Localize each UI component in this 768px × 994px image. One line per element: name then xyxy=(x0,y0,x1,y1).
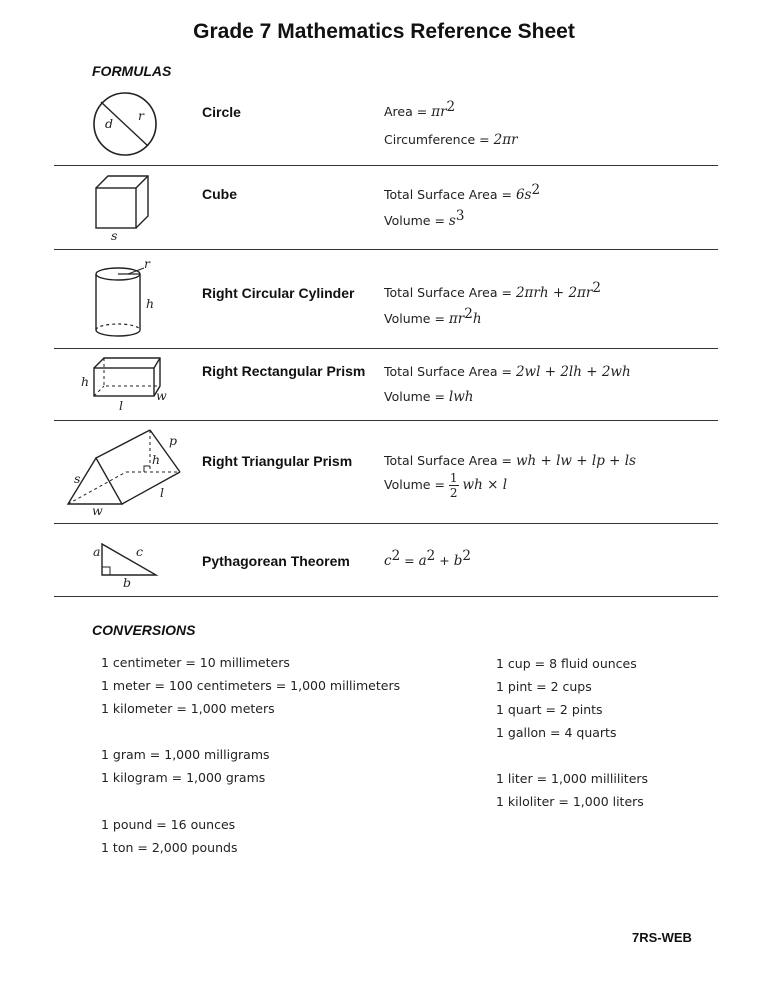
tri-prism-vol-label: Volume = xyxy=(384,477,445,492)
tri-prism-label-p: p xyxy=(169,433,178,448)
cylinder-name: Right Circular Cylinder xyxy=(202,285,355,301)
tri-prism-label-h: h xyxy=(152,452,161,467)
triangle-label-b: b xyxy=(123,575,132,590)
rect-prism-name: Right Rectangular Prism xyxy=(202,363,366,379)
pyth-b: b xyxy=(453,553,463,569)
tri-prism-tsa-label: Total Surface Area = xyxy=(384,453,512,468)
cube-tsa-label: Total Surface Area = xyxy=(384,187,512,202)
rect-prism-tsa-label: Total Surface Area = xyxy=(384,364,512,379)
rect-prism-vol-expr: lwh xyxy=(448,389,474,405)
tri-prism-surface-area-formula xyxy=(384,453,636,469)
cube-tsa-expr: 6s xyxy=(515,187,532,203)
conversion-item: 1 gram = 1,000 milligrams xyxy=(101,747,270,762)
tri-prism-diagram xyxy=(62,426,186,518)
cylinder-tsa-exp: 2 xyxy=(592,279,601,296)
circle-circ-label: Circumference = xyxy=(384,132,490,147)
tri-prism-name: Right Triangular Prism xyxy=(202,453,353,469)
tri-prism-tsa-expr: wh + lw + lp + ls xyxy=(515,453,636,469)
rect-prism-vol-label: Volume = xyxy=(384,389,445,404)
cube-diagram xyxy=(88,170,158,246)
rect-prism-label-l: l xyxy=(119,398,123,413)
cylinder-vol-expr1: πr xyxy=(448,311,465,327)
conversion-item: 1 pint = 2 cups xyxy=(496,679,592,694)
cylinder-tsa-expr: 2πrh + 2πr xyxy=(515,285,593,301)
conversion-item: 1 meter = 100 centimeters = 1,000 millimeters xyxy=(101,678,401,693)
circle-circumference-formula xyxy=(384,132,518,148)
divider xyxy=(54,165,718,166)
pyth-a: a xyxy=(418,553,427,569)
tri-prism-vol-fraction xyxy=(449,472,459,499)
tri-prism-vol-expr: wh × l xyxy=(462,477,508,493)
conversion-item: 1 centimeter = 10 millimeters xyxy=(101,655,290,670)
circle-name: Circle xyxy=(202,104,241,120)
triangle-label-c: c xyxy=(136,544,144,559)
divider xyxy=(54,523,718,524)
pyth-eq: = xyxy=(404,553,415,568)
tri-prism-label-l: l xyxy=(160,485,164,500)
cube-vol-exp: 3 xyxy=(455,207,465,224)
conversion-item: 1 gallon = 4 quarts xyxy=(496,725,617,740)
conversion-item: 1 liter = 1,000 milliliters xyxy=(496,771,649,786)
pyth-plus: + xyxy=(439,553,450,568)
circle-area-exp: 2 xyxy=(446,98,456,115)
cylinder-volume-formula xyxy=(384,305,482,327)
circle-circ-expr: 2πr xyxy=(493,132,518,148)
page-title: Grade 7 Mathematics Reference Sheet xyxy=(193,20,575,43)
rect-prism-tsa-expr: 2wl + 2lh + 2wh xyxy=(515,364,631,380)
pythagorean-name: Pythagorean Theorem xyxy=(202,553,350,569)
cube-tsa-exp: 2 xyxy=(531,181,541,198)
tri-prism-label-w: w xyxy=(92,503,103,518)
tri-prism-volume-formula xyxy=(384,472,507,499)
rect-prism-surface-area-formula xyxy=(384,364,631,380)
conversion-item: 1 cup = 8 fluid ounces xyxy=(496,656,637,671)
circle-label-d: d xyxy=(105,116,114,131)
cylinder-vol-label: Volume = xyxy=(384,311,445,326)
cylinder-tsa-label: Total Surface Area = xyxy=(384,285,512,300)
tri-prism-vol-den: 2 xyxy=(449,486,458,500)
rect-prism-label-h: h xyxy=(81,374,90,389)
conversion-item: 1 pound = 16 ounces xyxy=(101,817,236,832)
cube-surface-area-formula xyxy=(384,181,541,203)
circle-label-r: r xyxy=(138,108,144,123)
cylinder-vol-expr2: h xyxy=(472,311,482,327)
cylinder-surface-area-formula xyxy=(384,279,601,301)
pyth-c-exp: 2 xyxy=(391,547,401,564)
formulas-heading: FORMULAS xyxy=(92,63,172,79)
circle-diagram xyxy=(88,88,162,160)
conversion-item: 1 kiloliter = 1,000 liters xyxy=(496,794,644,809)
divider xyxy=(54,420,718,421)
cube-vol-expr: s xyxy=(448,213,456,229)
circle-area-label: Area = xyxy=(384,104,428,119)
tri-prism-vol-num: 1 xyxy=(449,471,458,485)
pyth-c: c xyxy=(384,553,392,569)
cube-volume-formula xyxy=(384,207,465,229)
rect-prism-diagram xyxy=(76,352,172,416)
pyth-b-exp: 2 xyxy=(462,547,471,564)
rect-prism-volume-formula xyxy=(384,389,474,405)
conversion-item: 1 kilometer = 1,000 meters xyxy=(101,701,275,716)
document-code: 7RS-WEB xyxy=(632,930,692,945)
circle-area-formula xyxy=(384,98,456,120)
circle-area-expr: πr xyxy=(431,104,447,120)
triangle-label-a: a xyxy=(93,544,101,559)
divider xyxy=(54,249,718,250)
conversion-item: 1 ton = 2,000 pounds xyxy=(101,840,238,855)
right-triangle-diagram xyxy=(88,540,164,592)
cube-label-s: s xyxy=(111,228,118,243)
pythagorean-formula xyxy=(384,547,471,569)
cylinder-label-r: r xyxy=(144,256,150,271)
cube-name: Cube xyxy=(202,186,237,202)
divider xyxy=(54,596,718,597)
tri-prism-label-s: s xyxy=(74,471,81,486)
conversion-item: 1 kilogram = 1,000 grams xyxy=(101,770,266,785)
cube-vol-label: Volume = xyxy=(384,213,445,228)
cylinder-label-h: h xyxy=(146,296,155,311)
pyth-a-exp: 2 xyxy=(426,547,436,564)
cylinder-diagram xyxy=(88,254,160,344)
cylinder-vol-exp: 2 xyxy=(464,305,473,322)
divider xyxy=(54,348,718,349)
conversion-item: 1 quart = 2 pints xyxy=(496,702,603,717)
rect-prism-label-w: w xyxy=(156,388,167,403)
conversions-heading: CONVERSIONS xyxy=(92,622,196,638)
